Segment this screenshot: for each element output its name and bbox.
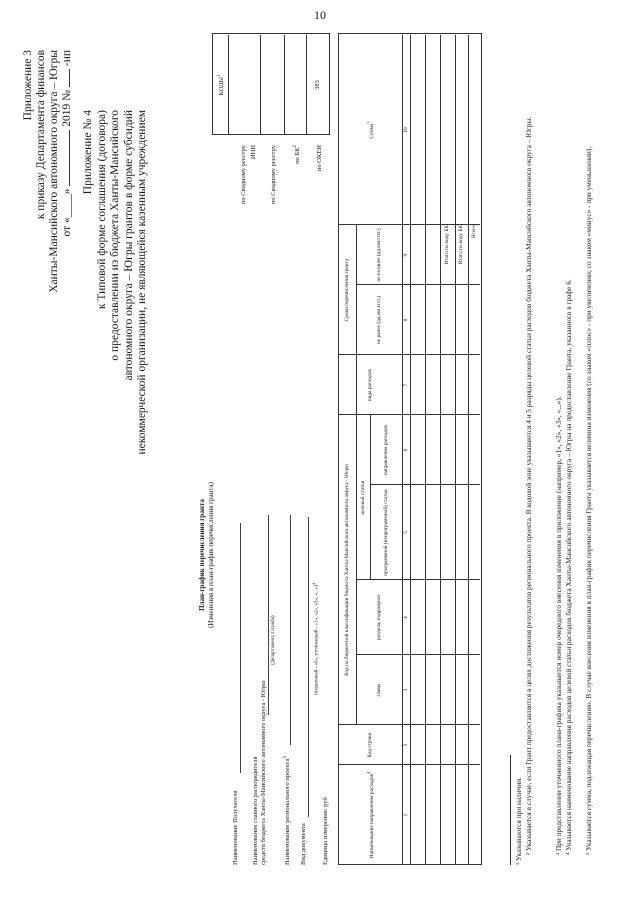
col-name-header: Наименование направления расходов$^4$: [365, 771, 375, 859]
total-by-kbk-label: Итого по коду БК: [444, 225, 451, 265]
okei-code-value: 383: [314, 80, 321, 90]
col-vid-header: вида расходов: [366, 369, 373, 401]
footnote-1: ¹ Указываются при наличии.: [514, 777, 523, 865]
form-title: План-график перечисления гранта: [198, 499, 206, 611]
recipient-label: Наименование Получателя: [232, 790, 239, 865]
col-not-later-header: не позднее (дд.мм.гггг.): [375, 228, 382, 282]
appendix-4-line-2: о предоставлении из бюджета Ханты-Мансийского: [109, 110, 121, 361]
col-direction-header: направления расходов: [382, 425, 389, 475]
main-manager-caption: (Департамент, Служба): [271, 615, 276, 665]
form-title-block: [198, 355, 216, 755]
col-number: 9: [402, 253, 409, 257]
doc-type-caption: (первичный - «0», уточненный - «1», «2», «3», «...»)$^4$: [311, 583, 320, 695]
col-razdel-header: раздела, подраздела: [375, 595, 382, 640]
footnote-separator: [510, 755, 511, 865]
col-number: 10: [402, 127, 409, 133]
col-glava-header: главы: [375, 683, 382, 697]
col-target-group-header: целевой статьи: [359, 480, 366, 515]
col-program-header: программной (непрограммной) статьи: [382, 489, 389, 576]
order-appendix-block: [22, 50, 74, 470]
col-sum-header: Сумма$^5$: [365, 121, 375, 139]
code-label-bk: по $БК^2$: [293, 145, 302, 164]
total-by-kbk-label-2: Итого по коду БК: [458, 225, 465, 265]
col-kbk-group-header: Код по бюджетной классификации бюджета Ханты-Мансийского автономного округа - Югры: [343, 464, 350, 676]
col-number: 2: [402, 743, 409, 747]
appendix-4-block: [82, 110, 150, 570]
order-line-2: Ханты-Мансийского автономного округа – Югры: [48, 50, 60, 293]
footnote-5: ⁵ Указывается сумма, подлежащая перечислению. В случае внесения изменения в план-график перечисления Гранта указывается величина изменения (со знаком «плюс» - при увеличении; со знаком «минус» - при уменьшении).: [584, 146, 593, 855]
order-line-1: к приказу Департамента финансов: [35, 50, 47, 220]
col-number: 8: [402, 318, 409, 322]
appendix-4-title: Приложение № 4: [82, 110, 94, 195]
doc-type-label: Вид документа: [300, 823, 307, 865]
col-dates-group-header: Сроки перечисления гранта: [343, 258, 350, 322]
col-number: 4: [402, 616, 409, 619]
appendix-4-line-1: к Типовой форме соглашения (договора): [95, 110, 108, 310]
project-line: [290, 515, 291, 745]
appendix-4-line-3: автономного округа – Югры грантов в форме субсидий: [122, 110, 135, 381]
code-label-inn: ИНН: [250, 145, 257, 160]
code-label-okei: по ОКЕИ: [316, 145, 323, 172]
code-label-inn-1: по Сводному реестру: [240, 145, 247, 205]
recipient-line: [240, 523, 241, 773]
codes-box: [212, 33, 330, 135]
col-number: 1: [402, 813, 409, 817]
main-manager-label-1: Наименование главного распорядителя: [252, 756, 259, 865]
grand-total-label: Всего: [470, 225, 477, 238]
project-label: Наименование регионального проекта$^3$: [283, 756, 292, 865]
col-not-earlier-header: не ранее (дд.мм.гггг.): [375, 295, 382, 345]
main-manager-line: [268, 515, 269, 715]
form-subtitle: (Изменения в план-график перечисления гранта): [207, 482, 215, 628]
col-number: 5: [402, 531, 409, 534]
col-number: 6: [402, 448, 409, 452]
footnote-3: ³ При представлении уточненного плана-графика указывается номер очередного внесения изменения в приложение (например, «1», «2», «3», «...»).: [554, 396, 563, 855]
footnote-4: ⁴ Указывается наименование направления расходов целевой статьи расходов бюджета Ханты-Мансийского автономного округа – Югры на предоставление Гранта, указанного в графе 6.: [564, 279, 573, 855]
page-number: 10: [314, 8, 326, 22]
col-number: 7: [402, 383, 409, 387]
col-code-header: Код строки: [366, 732, 373, 758]
appendix-label: Приложение 3: [22, 50, 34, 121]
code-label-registry-2: по Сводному реестру: [270, 145, 277, 205]
doc-type-line: [308, 517, 309, 817]
order-line-3: от «____» 2019 № -нп: [61, 50, 73, 237]
unit-label: Единица измерения: руб: [322, 797, 329, 865]
footnote-2: ² Указывается в случае, если Грант предоставляется в целях достижения результатов регионального проекта. В кодовой зоне указываются 4 и 5 разряды целевой статьи расходов бюджета Ханты-Мансийского автономного округа – Югры.: [524, 116, 533, 855]
appendix-4-line-4: некоммерческой организации, не являющейся казенным учреждением: [136, 110, 148, 455]
main-manager-label-2: средств бюджета Ханты-Мансийского автономного округа - Югры: [260, 680, 267, 865]
codes-header: КОДЫ$^1$: [217, 74, 226, 96]
col-number: 3: [402, 688, 409, 692]
